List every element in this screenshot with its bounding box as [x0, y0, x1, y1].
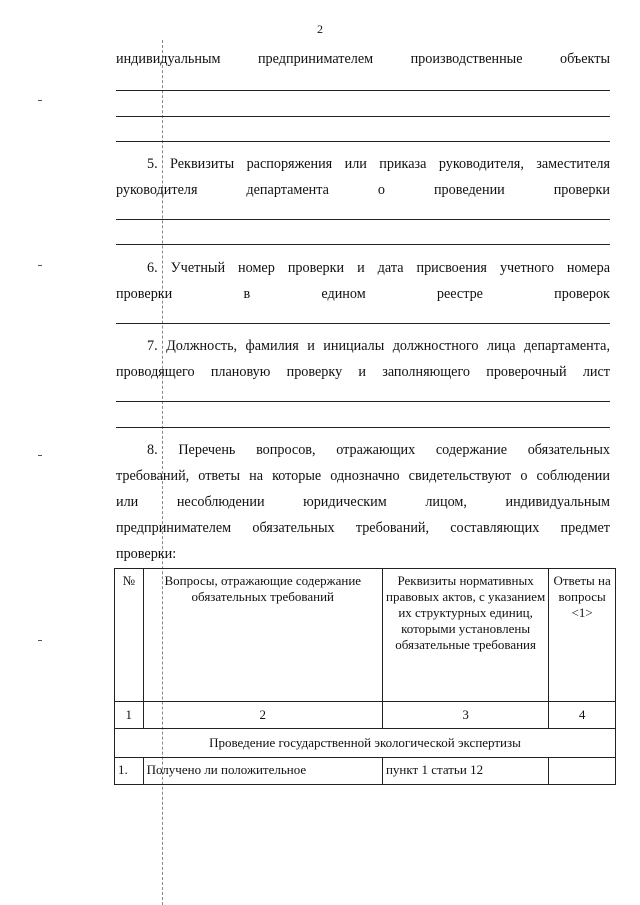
index-cell: 2 — [143, 702, 382, 729]
fill-line — [116, 427, 610, 428]
word: руководителя — [116, 182, 198, 198]
header-questions: Вопросы, отражающие содержание обязательных требований — [143, 569, 382, 702]
item5-line1: 5. Реквизиты распоряжения или приказа руководителя, заместителя — [147, 156, 610, 172]
item8-line2: требований, ответы на которые однозначно свидетельствуют о соблюдении — [116, 468, 610, 484]
scan-artifact-mark — [38, 640, 42, 641]
table-section-row — [115, 729, 616, 758]
index-cell: 4 — [549, 702, 616, 729]
item6-line1: 6. Учетный номер проверки и дата присвоения учетного номера — [147, 260, 610, 276]
word: департамента — [246, 182, 329, 198]
word: в — [243, 286, 251, 302]
word: индивидуальным — [505, 494, 610, 510]
header-number: № — [115, 569, 144, 702]
header-answers: Ответы на вопросы <1> — [549, 569, 616, 702]
index-cell: 1 — [115, 702, 144, 729]
word: производственные — [410, 51, 523, 67]
item8-line5: проверки: — [116, 546, 177, 562]
row-question: Получено ли положительное — [143, 758, 382, 785]
word: проведении — [433, 182, 505, 198]
word: реестре — [436, 286, 483, 302]
item7-line2: проводящего плановую проверку и заполняющего проверочный лист — [116, 364, 610, 380]
requirements-table — [114, 568, 616, 785]
word: лицом, — [425, 494, 467, 510]
item8-line1: 8. Перечень вопросов, отражающих содержание обязательных — [147, 442, 610, 458]
item5-line2 — [116, 181, 610, 199]
word: юридическим — [303, 494, 387, 510]
row-number: 1. — [115, 758, 144, 785]
item7-line1: 7. Должность, фамилия и инициалы должностного лица департамента, — [147, 338, 610, 354]
fill-line — [116, 90, 610, 91]
word: несоблюдении — [176, 494, 265, 510]
word: проверок — [554, 286, 610, 302]
fill-line — [116, 323, 610, 324]
scan-artifact-mark — [38, 100, 42, 101]
fill-line — [116, 244, 610, 245]
page-number: 2 — [317, 22, 323, 36]
fill-line — [116, 141, 610, 142]
fill-line — [116, 116, 610, 117]
fill-line — [116, 401, 610, 402]
continuation-line — [116, 50, 610, 68]
word: проверки — [116, 286, 173, 302]
fill-line — [116, 219, 610, 220]
table-header-row — [115, 569, 616, 702]
row-requisites: пункт 1 статьи 12 — [382, 758, 548, 785]
scan-artifact-mark — [38, 265, 42, 266]
index-cell: 3 — [382, 702, 548, 729]
table-row — [115, 758, 616, 785]
item8-line4: предпринимателем обязательных требований, составляющих предмет — [116, 520, 610, 536]
header-requisites: Реквизиты нормативных правовых актов, с указанием их структурных единиц, которыми установлены обязательные требования — [382, 569, 548, 702]
section-title: Проведение государственной экологической экспертизы — [115, 729, 616, 758]
word: объекты — [559, 51, 610, 67]
word: или — [116, 494, 139, 510]
word: едином — [321, 286, 366, 302]
table-index-row — [115, 702, 616, 729]
word: индивидуальным — [116, 51, 221, 67]
item6-line2 — [116, 285, 610, 303]
row-answer[interactable] — [549, 758, 616, 785]
word: проверки — [553, 182, 610, 198]
word: предпринимателем — [257, 51, 374, 67]
item8-line3 — [116, 493, 610, 511]
word: о — [377, 182, 385, 198]
scan-artifact-mark — [38, 455, 42, 456]
